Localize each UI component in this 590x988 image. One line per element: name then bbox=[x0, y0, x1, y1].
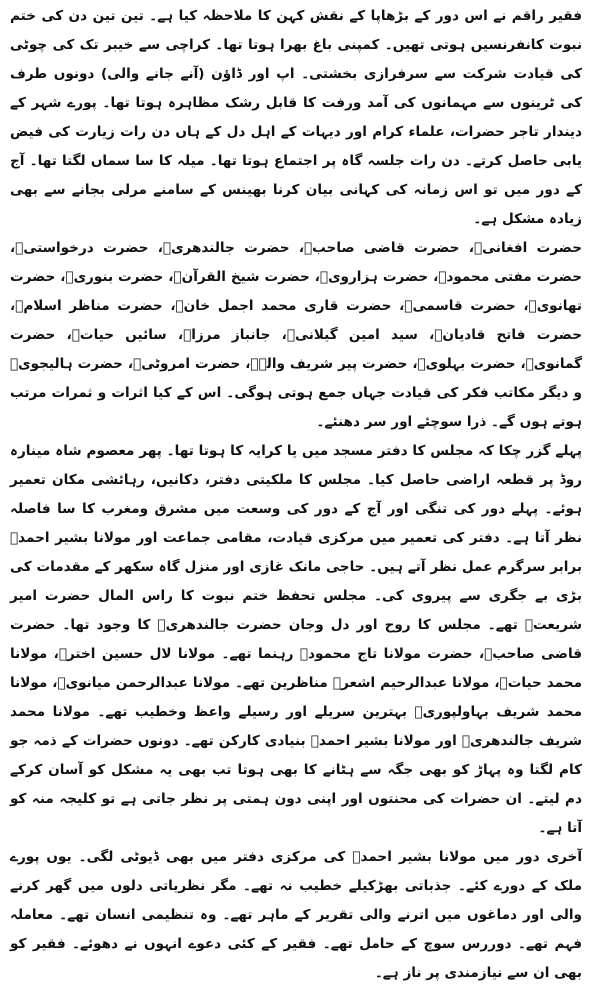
paragraph-leaders-list: حضرت افغانیؒ، حضرت قاضی صاحبؒ، حضرت جالندھریؒ، حضرت درخواستیؒ، حضرت مفتی محمودؒ، حضرت ہزارویؒ، حضرت شیخ القرآنؒ، حضرت بنوریؒ، حضرت تھانویؒ، حضرت قاسمیؒ، حضرت قاری محمد اجمل خانؒ، حضرت مناظر اسلامؒ، حضرت فاتح قادیانؒ، سید امین گیلانیؒ، جانباز مرزاؒ، سائیں حیاتؒ، حضرت گمانویؒ، حضرت بہلویؒ، حضرت پیر شریف والےؒ، حضرت امروٹیؒ، حضرت ہالیجویؒ و دیگر مکاتب فکر کی قیادت جہاں جمع ہوتی ہوگی۔ اس کے کیا اثرات و ثمرات مرتب ہوتے ہوں گے۔ ذرا سوچئے اور سر دھنئے۔ bbox=[10, 240, 582, 430]
paragraph-final-period: آخری دور میں مولانا بشیر احمدؒ کی مرکزی دفتر میں بھی ڈیوٹی لگی۔ یوں پورے ملک کے دورے کئے۔ جذباتی بھڑکیلے خطیب نہ تھے۔ مگر نظریاتی دلوں میں گھر کرنے والی اور دماغوں میں اترنے والی تقریر کے ماہر تھے۔ وہ تنظیمی انسان تھے۔ معاملہ فہم تھے۔ دوررس سوچ کے حامل تھے۔ فقیر کے کئی دعوے انہوں نے دھوئے۔ فقیر کو بھی ان سے نیازمندی پر ناز ہے۔ bbox=[10, 849, 582, 981]
paragraph-office-and-workers: پہلے گزر چکا کہ مجلس کا دفتر مسجد میں یا کرایہ کا ہوتا تھا۔ پھر معصوم شاہ مینارہ روڈ پر قطعہ اراضی حاصل کیا۔ مجلس کا ملکیتی دفتر، دکانیں، رہائشی مکان تعمیر ہوئے۔ پہلے دور کی تنگی اور آج کے دور کی وسعت میں مشرق ومغرب کا سا فاصلہ نظر آتا ہے۔ دفتر کی تعمیر میں مرکزی قیادت، مقامی جماعت اور مولانا بشیر احمدؒ برابر سرگرم عمل نظر آتے ہیں۔ حاجی مانک غازی اور منزل گاہ سکھر کے مقدمات کی بڑی بے جگری سے پیروی کی۔ مجلس تحفظ ختم نبوت کا راس المال حضرت امیر شریعتؒ تھے۔ مجلس کا روح اور دل وجان حضرت جالندھریؒ کا وجود تھا۔ حضرت قاضی صاحبؒ، حضرت مولانا تاج محمودؒ رہنما تھے۔ مولانا لال حسین اخترؒ، مولانا محمد حیاتؒ، مولانا عبدالرحیم اشعرؒ مناظرین تھے۔ مولانا عبدالرحمن میانویؒ، مولانا محمد شریف بہاولپوریؒ بہترین سریلے اور رسیلے واعظ وخطیب تھے۔ مولانا محمد شریف جالندھریؒ اور مولانا بشیر احمدؒ بنیادی کارکن تھے۔ دونوں حضرات کے ذمہ جو کام لگتا وہ پہاڑ کو بھی جگہ سے ہٹانے کا بھی ہوتا تب بھی یہ مشکل کو آسان کرکے دم لیتے۔ ان حضرات کی محنتوں اور اپنی دون ہمتی پر نظر جاتی ہے تو کلیجہ منہ کو آتا ہے۔ bbox=[10, 443, 582, 836]
paragraph-conference-history: فقیر راقم نے اس دور کے بڑھاپا کے نقش کہن کا ملاحظہ کیا ہے۔ تین تین دن کی ختم نبوت کانفرنسیں ہوتی تھیں۔ کمپنی باغ بھرا ہوتا تھا۔ کراچی سے خیبر تک کی چوٹی کی قیادت شرکت سے سرفرازی بخشتی۔ اپ اور ڈاؤن (آنے جانے والی) دونوں طرف کی ٹرینوں سے مہمانوں کی آمد ورفت کا قابل رشک مظاہرہ ہوتا تھا۔ پورے شہر کے دیندار تاجر حضرات، علماء کرام اور دیہات کے اہل دل کے ہاں دن رات زیارت کی فیض یابی حاصل کرتے۔ دن رات جلسہ گاہ پر اجتماع ہوتا تھا۔ میلہ کا سا سماں لگتا تھا۔ آج کے دور میں تو اس زمانہ کی کہانی بیان کرنا بھینس کے سامنے مرلی بجانے سے بھی زیادہ مشکل ہے۔ bbox=[10, 8, 582, 227]
